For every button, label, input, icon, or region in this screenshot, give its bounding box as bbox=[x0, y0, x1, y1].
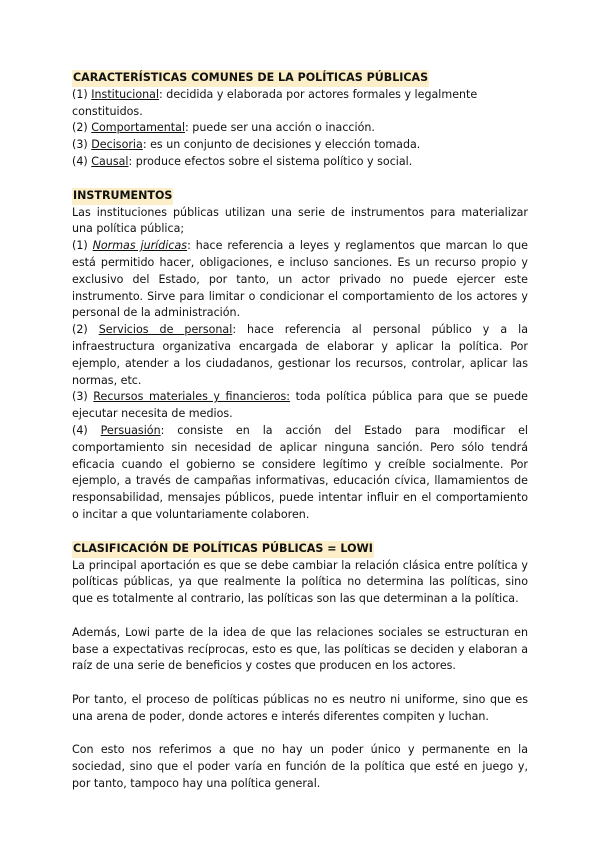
body-paragraph: Por tanto, el proceso de políticas públicas no es neutro ni uniforme, sino que es una arena de poder, donde actores e interés diferentes compiten y luchan. bbox=[72, 692, 528, 723]
item-term: Comportamental bbox=[91, 121, 186, 135]
list-item bbox=[72, 322, 528, 389]
list-item bbox=[72, 423, 528, 524]
body-paragraph: La principal aportación es que se debe cambiar la relación clásica entre política y políticas públicas, ya que realmente la política no determina las políticas, sino que es totalmente al contrario, las políticas son las que determinan a la política. bbox=[72, 558, 528, 606]
item-term: Recursos materiales y financieros: bbox=[93, 390, 291, 404]
item-text: : produce efectos sobre el sistema político y social. bbox=[128, 154, 413, 168]
item-text: : hace referencia a leyes y reglamentos que marcan lo que está permitido hacer, obligaciones, e incluso sanciones. Es un recurso propio y exclusivo del Estado, por tanto, un actor privado no puede ejercer este instrumento. Sirve para limitar o condicionar el comportamiento de los actores y personal de la administración. bbox=[72, 239, 528, 320]
item-number: (2) bbox=[72, 323, 99, 337]
item-number: (1) bbox=[72, 87, 92, 101]
body-paragraph: Con esto nos referimos a que no hay un poder único y permanente en la sociedad, sino que el poder varía en función de la política que esté en juego y, por tanto, tampoco hay una política general. bbox=[72, 743, 528, 790]
section-clasificacion bbox=[72, 541, 528, 793]
section-caracteristicas bbox=[72, 70, 528, 171]
item-term: Causal bbox=[91, 154, 129, 168]
item-number: (3) bbox=[72, 138, 92, 152]
section-heading: CARACTERÍSTICAS COMUNES DE LA POLÍTICAS PÚBLICAS bbox=[72, 70, 429, 87]
item-text: : hace referencia al personal público y a la infraestructura organizativa encargada de elaborar y aplicar la política. Por ejemplo, atender a los ciudadanos, gestionar los recursos, controlar, aplicar las normas, etc. bbox=[72, 323, 528, 387]
list-item bbox=[72, 238, 528, 322]
intro-paragraph: Las instituciones públicas utilizan una serie de instrumentos para materializar una política pública; bbox=[72, 205, 528, 236]
item-number: (4) bbox=[72, 423, 101, 437]
document-page bbox=[72, 70, 528, 793]
list-item bbox=[72, 137, 528, 154]
list-item bbox=[72, 389, 528, 423]
list-item bbox=[72, 120, 528, 137]
item-number: (2) bbox=[72, 121, 92, 135]
list-item bbox=[72, 87, 528, 121]
body-paragraph: Además, Lowi parte de la idea de que las relaciones sociales se estructuran en base a expectativas recíprocas, esto es que, las políticas se deciden y elaboran a raíz de una serie de beneficios y costes que producen en los actores. bbox=[72, 625, 528, 673]
item-number: (3) bbox=[72, 390, 94, 404]
list-item bbox=[72, 154, 528, 171]
item-term: Decisoria bbox=[91, 138, 143, 152]
item-term: Institucional bbox=[91, 87, 160, 101]
item-term: Persuasión bbox=[100, 423, 161, 437]
item-text: toda política pública para que se puede ejecutar necesita de medios. bbox=[72, 390, 528, 421]
section-instrumentos bbox=[72, 188, 528, 524]
section-heading: INSTRUMENTOS bbox=[72, 188, 173, 205]
section-heading: CLASIFICACIÓN DE POLÍTICAS PÚBLICAS = LOWI bbox=[72, 541, 374, 558]
item-text: : puede ser una acción o inacción. bbox=[185, 121, 375, 135]
item-number: (4) bbox=[72, 154, 92, 168]
item-text: : decidida y elaborada por actores formales y legalmente constituidos. bbox=[72, 87, 478, 118]
item-number: (1) bbox=[72, 239, 93, 253]
item-text: : consiste en la acción del Estado para modificar el comportamiento sin necesidad de aplicar ninguna sanción. Pero sólo tendrá eficacia cuando el gobierno se considere legítimo y creíble socialmente. Por ejemplo, a través de campañas informativas, educación cívica, llamamientos de responsabilidad, mensajes públicos, puede intentar influir en el comportamiento o incitar a que voluntariamente colaboren. bbox=[72, 423, 528, 521]
item-text: : es un conjunto de decisiones y elección tomada. bbox=[142, 138, 421, 152]
item-term: Servicios de personal bbox=[98, 323, 233, 337]
item-term: Normas jurídicas bbox=[92, 239, 188, 253]
